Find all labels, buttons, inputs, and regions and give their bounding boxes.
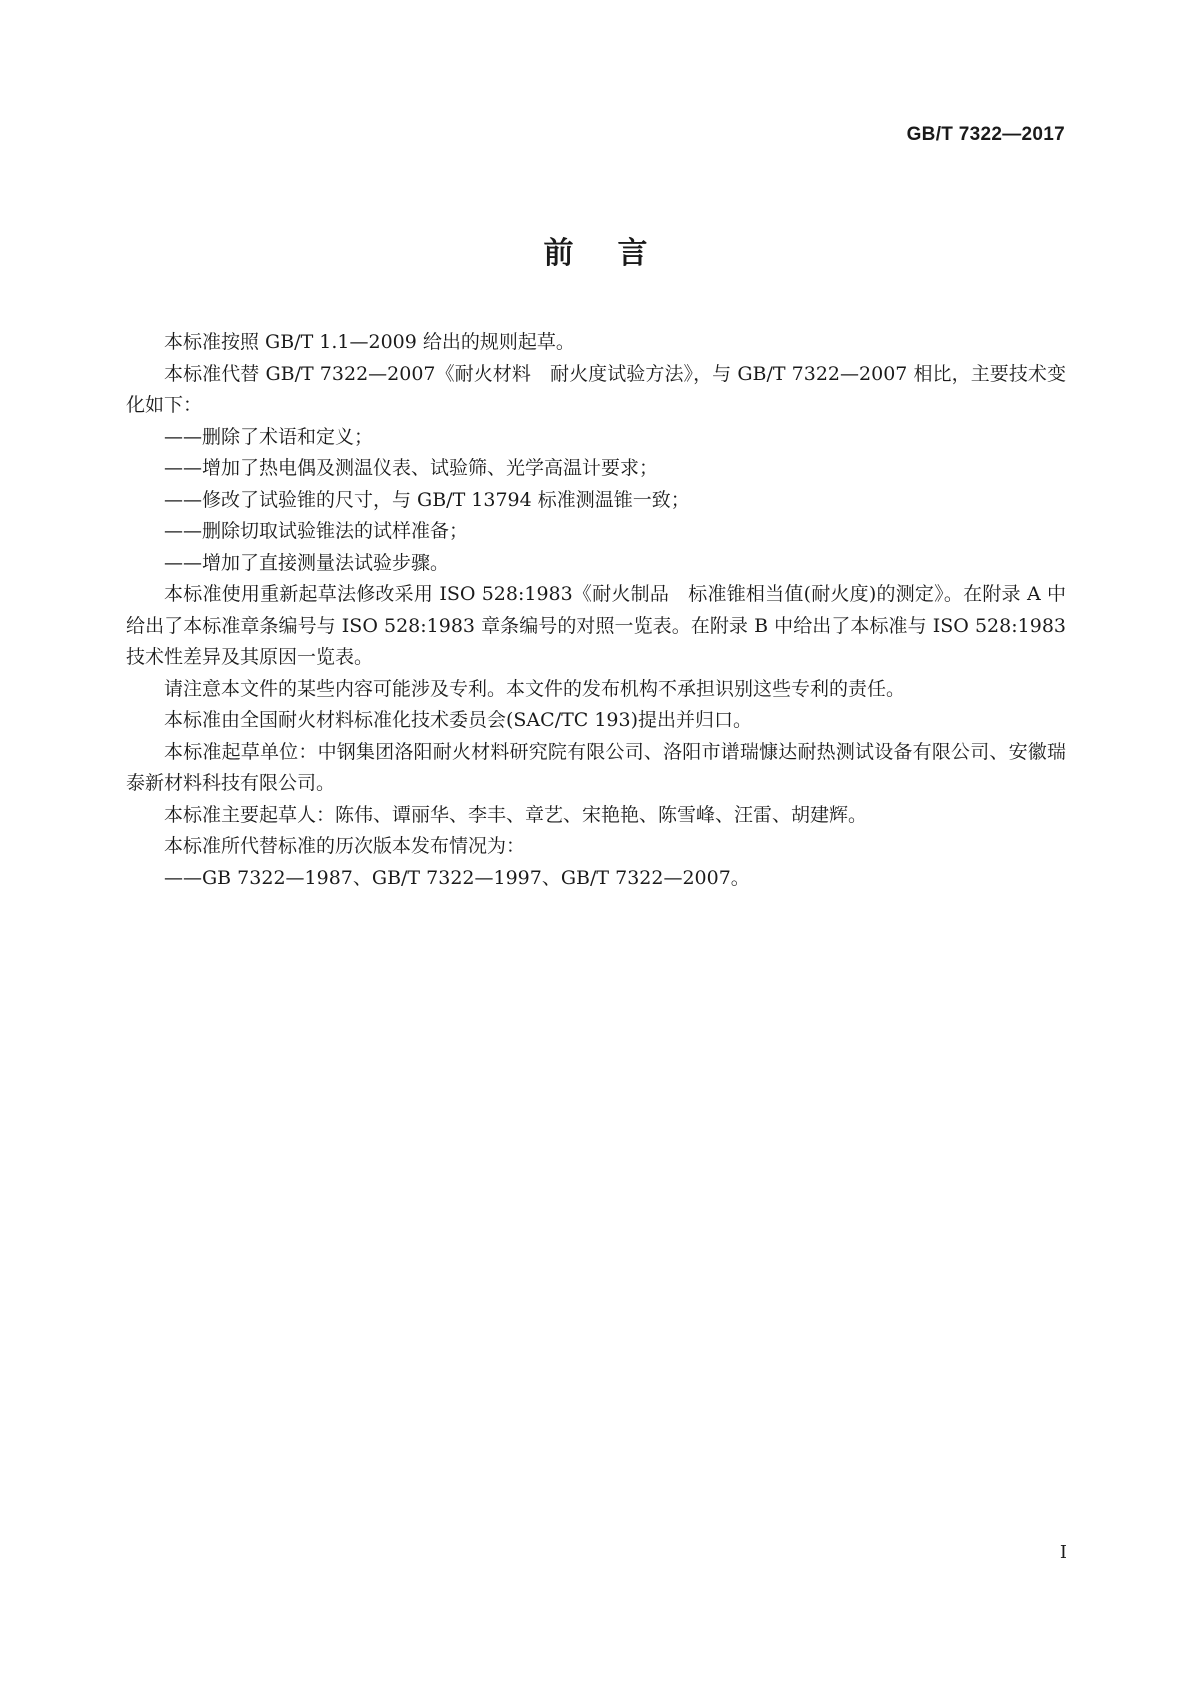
- change-item: ——修改了试验锥的尺寸，与 GB/T 13794 标准测温锥一致；: [164, 488, 690, 511]
- change-item: ——增加了直接测量法试验步骤。: [164, 551, 450, 574]
- page-number: I: [1059, 1542, 1067, 1563]
- history-item: ——GB 7322—1987、GB/T 7322—1997、GB/T 7322—2007。: [164, 866, 750, 889]
- paragraph-drafting-units: 本标准起草单位：中钢集团洛阳耐火材料研究院有限公司、洛阳市谱瑞慷达耐热测试设备有限公司、安徽瑞泰新材料科技有限公司。: [126, 740, 1066, 794]
- paragraph-history-intro: 本标准所代替标准的历次版本发布情况为：: [164, 835, 526, 857]
- paragraph-iso-adoption: 本标准使用重新起草法修改采用 ISO 528:1983《耐火制品 标准锥相当值(耐火度)的测定》。在附录 A 中给出了本标准章条编号与 ISO 528:1983 章条编号的对照一览表。在附录 B 中给出了本标准与 ISO 528:1983 技术性差异及其原因一览表。: [126, 583, 1066, 668]
- paragraph-drafting-rules: 本标准按照 GB/T 1.1—2009 给出的规则起草。: [164, 331, 575, 353]
- paragraph-patent-notice: 请注意本文件的某些内容可能涉及专利。本文件的发布机构不承担识别这些专利的责任。: [164, 677, 906, 700]
- change-item: ——增加了热电偶及测温仪表、试验筛、光学高温计要求；: [164, 457, 659, 479]
- foreword-body: [126, 327, 1066, 894]
- paragraph-replaces: 本标准代替 GB/T 7322—2007《耐火材料 耐火度试验方法》，与 GB/T 7322—2007 相比，主要技术变化如下：: [126, 362, 1066, 416]
- change-item: ——删除切取试验锥法的试样准备；: [164, 520, 469, 542]
- standard-number: GB/T 7322—2017: [906, 124, 1065, 145]
- paragraph-drafters: 本标准主要起草人：陈伟、谭丽华、李丰、章艺、宋艳艳、陈雪峰、汪雷、胡建辉。: [164, 803, 868, 826]
- change-item: ——删除了术语和定义；: [164, 425, 374, 448]
- paragraph-committee: 本标准由全国耐火材料标准化技术委员会(SAC/TC 193)提出并归口。: [164, 709, 753, 731]
- page-title: 前言: [543, 236, 692, 271]
